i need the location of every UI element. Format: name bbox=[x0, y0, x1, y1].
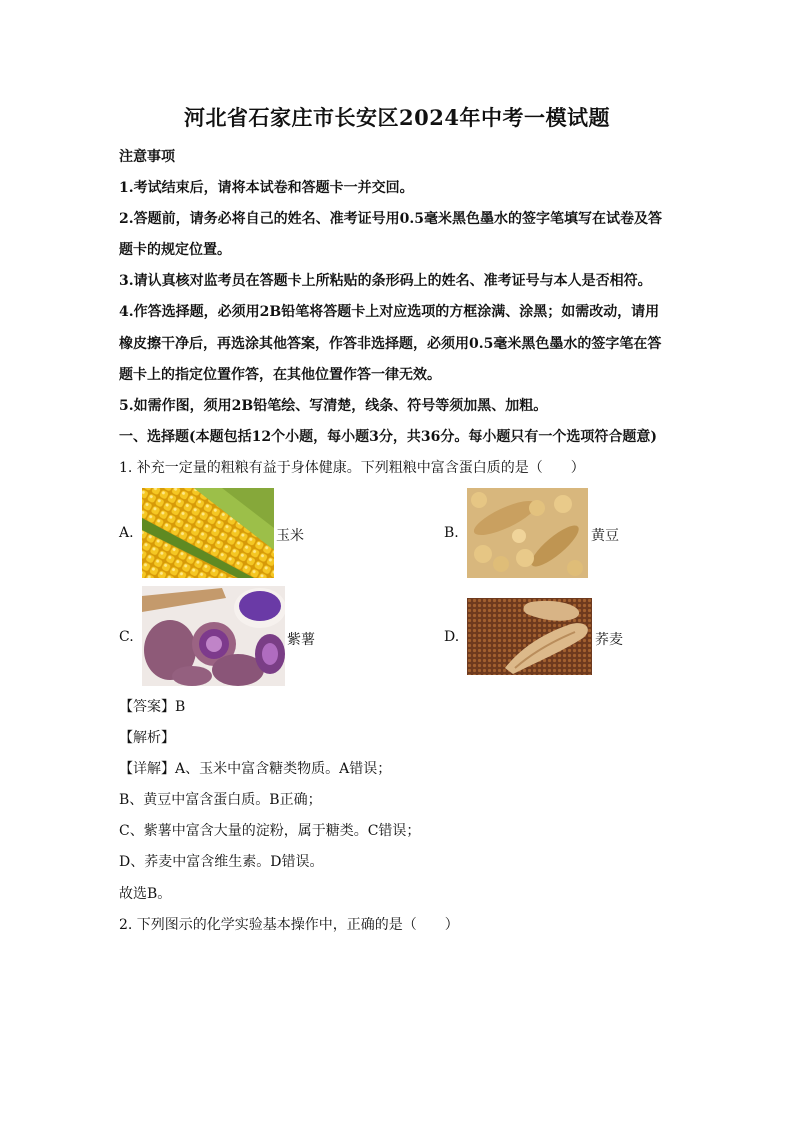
section-heading: 一、选择题(本题包括12个小题，每小题3分，共36分。每小题只有一个选项符合题意) bbox=[119, 429, 657, 445]
detail-line: D、荞麦中富含维生素。D错误。 bbox=[119, 854, 324, 870]
notice-item: 2.答题前，请务必将自己的姓名、准考证号用0.5毫米黑色墨水的签字笔填写在试卷及答 bbox=[119, 211, 662, 227]
detail-line: C、紫薯中富含大量的淀粉，属于糖类。C错误； bbox=[119, 823, 421, 839]
option-b-label: 黄豆 bbox=[591, 528, 619, 544]
notice-item: 3.请认真核对监考员在答题卡上所粘贴的条形码上的姓名、准考证号与本人是否相符。 bbox=[119, 273, 652, 289]
buckwheat-image bbox=[467, 598, 592, 675]
notice-item: 题卡上的指定位置作答，在其他位置作答一律无效。 bbox=[119, 367, 441, 383]
corn-image bbox=[142, 488, 274, 578]
notice-item: 4.作答选择题，必须用2B铅笔将答题卡上对应选项的方框涂满、涂黑；如需改动，请用 bbox=[119, 304, 660, 320]
notice-heading: 注意事项 bbox=[119, 149, 175, 165]
notice-item: 1.考试结束后，请将本试卷和答题卡一并交回。 bbox=[119, 180, 414, 196]
analysis-heading: 【解析】 bbox=[119, 730, 175, 746]
notice-item: 题卡的规定位置。 bbox=[119, 242, 231, 258]
option-c-letter: C. bbox=[119, 629, 134, 645]
soybean-image bbox=[467, 488, 588, 578]
detail-line: B、黄豆中富含蛋白质。B正确； bbox=[119, 792, 322, 808]
question-2-stem: 2. 下列图示的化学实验基本操作中，正确的是（ ） bbox=[119, 917, 459, 933]
page-title: 河北省石家庄市长安区2024年中考一模试题 bbox=[184, 105, 610, 130]
notice-item: 5.如需作图，须用2B铅笔绘、写清楚，线条、符号等须加黑、加粗。 bbox=[119, 398, 548, 414]
option-d-letter: D. bbox=[444, 629, 460, 645]
purple-potato-image bbox=[142, 586, 285, 686]
option-a-label: 玉米 bbox=[276, 528, 304, 544]
notice-item: 橡皮擦干净后，再选涂其他答案，作答非选择题，必须用0.5毫米黑色墨水的签字笔在答 bbox=[119, 336, 662, 352]
detail-conclusion: 故选B。 bbox=[119, 886, 172, 902]
option-c-label: 紫薯 bbox=[287, 632, 315, 648]
answer: 【答案】B bbox=[119, 699, 186, 715]
question-1-stem: 1. 补充一定量的粗粮有益于身体健康。下列粗粮中富含蛋白质的是（ ） bbox=[119, 460, 585, 476]
option-d-label: 荞麦 bbox=[595, 632, 623, 648]
option-a-letter: A. bbox=[119, 525, 134, 541]
detail-line: 【详解】A、玉米中富含糖类物质。A错误； bbox=[119, 761, 392, 777]
option-b-letter: B. bbox=[444, 525, 459, 541]
